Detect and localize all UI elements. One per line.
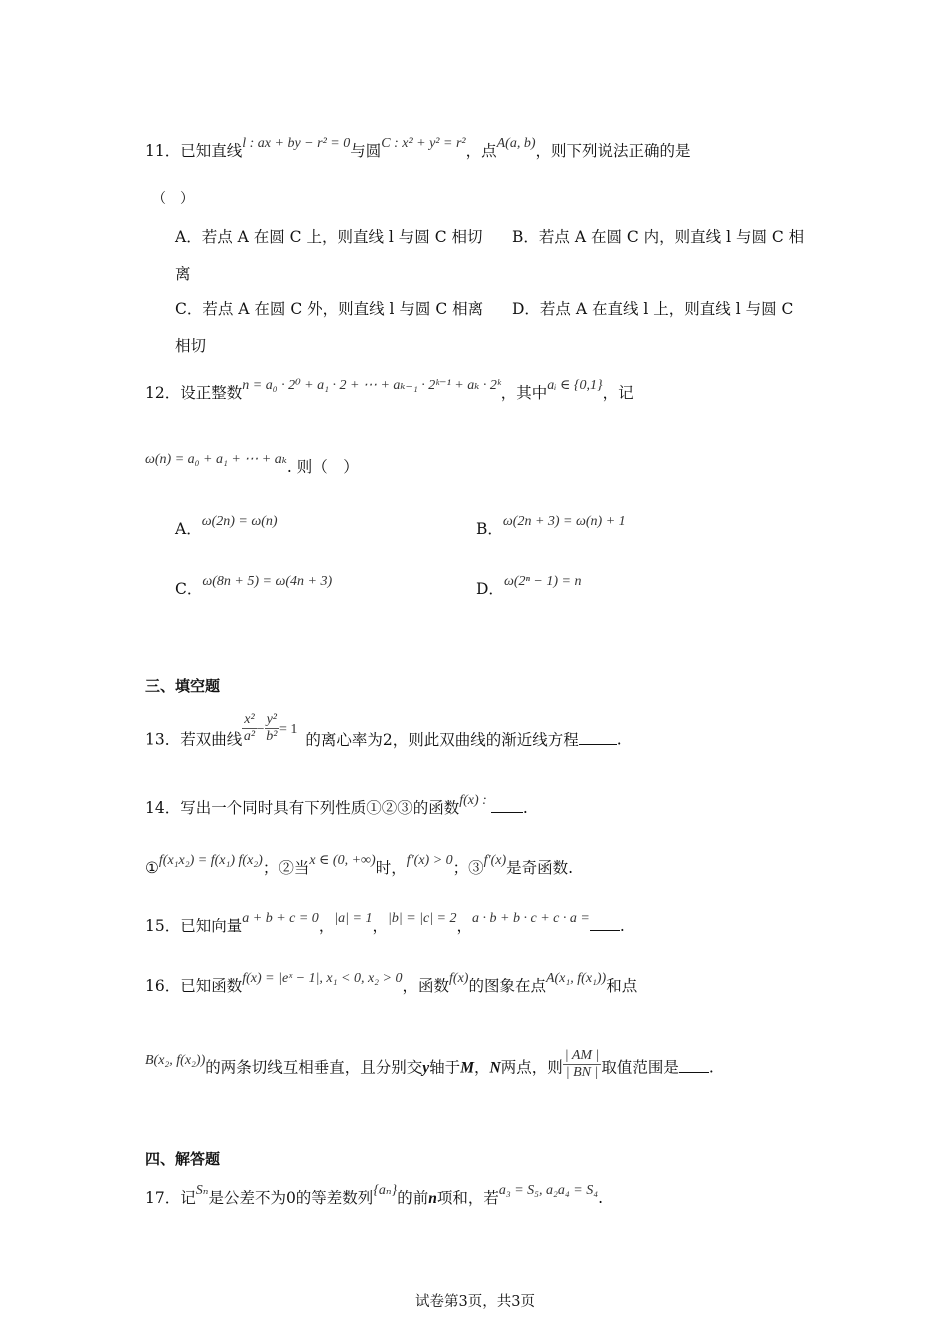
q16-text: 轴于 [429, 1058, 461, 1077]
q14-number: 14． [145, 799, 181, 817]
q15-text: 已知向量 [180, 917, 243, 935]
q12-text: ，其中 [500, 384, 548, 402]
page-footer: 试卷第3页，共3页 [415, 1294, 535, 1310]
q12-stem [145, 378, 634, 406]
question-16 [145, 971, 638, 999]
q11-option-a: A．若点 A 在圆 C 上，则直线 l 与圆 C 相切 [175, 228, 483, 246]
frac-denominator: | BN | [565, 1065, 599, 1080]
q11-option-d: D．若点 A 在直线 l 上，则直线 l 与圆 C [512, 300, 794, 318]
question-17 [145, 1183, 604, 1211]
q14-period: . [522, 799, 528, 817]
q11-option-c: C．若点 A 在圆 C 外，则直线 l 与圆 C 相离 [175, 300, 484, 318]
q14-circle-1: ① [145, 859, 159, 877]
q14-text: 时， [375, 859, 407, 877]
frac-numerator: y² [266, 712, 277, 727]
q13-number: 13． [145, 730, 181, 749]
q11-point: A(a, b) [496, 136, 536, 151]
q13-text: 若双曲线 [180, 730, 243, 749]
q16-function: f(x) [449, 971, 469, 986]
q14-answer-blank[interactable] [491, 798, 523, 813]
q14-text: 写出一个同时具有下列性质①②③的函数 [180, 799, 460, 817]
question-14 [145, 793, 528, 821]
q14-derivative: f′(x) [483, 853, 507, 868]
q15-period: . [619, 917, 625, 935]
q16-ratio-fraction [563, 1048, 602, 1081]
q11-option-b-cont: 离 [175, 265, 191, 283]
question-15 [145, 911, 625, 939]
q15-vector-sum: a + b + c = 0 [242, 911, 319, 926]
q17-condition: a₃ = S₅, a₂a₄ = S₄ [498, 1183, 599, 1198]
section-4-heading: 四、解答题 [145, 1150, 221, 1168]
q15-number: 15． [145, 917, 181, 935]
q13-answer-blank[interactable] [579, 730, 617, 745]
q16-text: 的图象在点 [468, 977, 546, 995]
q17-text: 的前 [397, 1189, 429, 1207]
q14-property-1: f(x₁x₂) = f(x₁) f(x₂) [158, 853, 263, 868]
q13-fraction-x [242, 712, 256, 745]
q12-binary-expansion: n = a₀ · 2⁰ + a₁ · 2 + ⋯ + aₖ₋₁ · 2ᵏ⁻¹ + aₖ · 2ᵏ [242, 378, 501, 393]
q17-partial-sum: Sₙ [195, 1183, 209, 1198]
question-13 [145, 712, 622, 757]
q14-text: ；②当 [262, 859, 310, 877]
q16-text: 已知函数 [180, 977, 243, 995]
q16-point-b: B(x₂, f(x₂)) [145, 1052, 206, 1068]
q12-digit-set: aᵢ ∈ {0,1} [547, 378, 603, 393]
q12-number: 12． [145, 384, 181, 402]
q11-answer-paren: （ ） [152, 191, 194, 207]
q12-option-d [476, 574, 582, 602]
q12-text: . 则（ ） [286, 458, 359, 476]
q15-sep: ， [318, 917, 335, 935]
q13-text: 的离心率为2，则此双曲线的渐近线方程 [305, 730, 579, 749]
q17-text: 项和，若 [436, 1189, 499, 1207]
q15-dot-products: a · b + b · c + c · a = [472, 911, 590, 926]
q12-option-c [175, 574, 333, 602]
q11-option-d-cont: 相切 [175, 337, 207, 355]
q11-circle-equation: C : x² + y² = r² [381, 136, 466, 151]
q12-stem-cont [145, 452, 359, 480]
q12-omega-def: ω(n) = a₀ + a₁ + ⋯ + aₖ [145, 452, 287, 467]
q12-option-d-label: D． [476, 580, 504, 598]
q12-option-b-label: B． [476, 520, 503, 538]
q13-minus: − [256, 721, 265, 737]
q16-number: 16． [145, 977, 181, 995]
q16-answer-blank[interactable] [679, 1058, 709, 1073]
q16-var-n: N [489, 1059, 501, 1077]
q16-sep: ， [473, 1058, 490, 1077]
q17-var-n: n [428, 1190, 437, 1207]
q16-text: 两点，则 [500, 1058, 563, 1077]
section-3-heading: 三、填空题 [145, 677, 221, 695]
q16-cont [145, 1048, 714, 1085]
q16-point-a: A(x₁, f(x₁)) [545, 971, 607, 986]
q14-properties [145, 853, 574, 881]
q12-option-c-label: C． [175, 580, 203, 598]
q14-function: f(x) : [459, 793, 487, 808]
q16-text: 的两条切线互相垂直，且分别交 [205, 1058, 423, 1077]
q15-sep: ， [456, 917, 473, 935]
q11-number: 11． [145, 142, 181, 160]
q16-var-y: y [422, 1059, 430, 1077]
q12-option-b-math: ω(2n + 3) = ω(n) + 1 [502, 514, 626, 529]
q15-sep: ， [372, 917, 388, 935]
q12-text: ，记 [602, 384, 634, 402]
q11-text: ，点 [465, 142, 497, 160]
q16-var-m: M [460, 1059, 474, 1077]
frac-numerator: x² [244, 712, 255, 727]
q12-option-a-label: A． [175, 520, 202, 538]
q11-text: 与圆 [350, 142, 382, 160]
q12-option-c-math: ω(8n + 5) = ω(4n + 3) [202, 574, 333, 589]
q13-period: . [616, 730, 622, 749]
q12-option-d-math: ω(2ⁿ − 1) = n [503, 574, 582, 589]
q12-option-b [476, 514, 626, 542]
q12-option-a [175, 514, 278, 542]
q14-property-2: f′(x) > 0 [406, 853, 453, 868]
q11-text: 已知直线 [180, 142, 243, 160]
q16-text: ，函数 [402, 977, 450, 995]
q12-option-a-math: ω(2n) = ω(n) [201, 514, 278, 529]
q16-text: 取值范围是 [601, 1058, 679, 1077]
q11-option-b: B．若点 A 在圆 C 内，则直线 l 与圆 C 相 [512, 228, 805, 246]
frac-numerator: | AM | [564, 1048, 600, 1063]
q13-fraction-y [265, 712, 279, 745]
q11-stem [145, 136, 691, 164]
q17-period: . [598, 1189, 604, 1207]
q12-text: 设正整数 [180, 384, 243, 402]
q16-text: 和点 [606, 977, 638, 995]
q13-equals: = 1 [279, 721, 298, 737]
frac-denominator: a² [243, 729, 256, 744]
q15-norm-bc: |b| = |c| = 2 [388, 911, 457, 926]
q11-line-equation: l : ax + by − r² = 0 [242, 136, 351, 151]
q17-text: 记 [180, 1189, 196, 1207]
q14-text: ；③ [452, 859, 484, 877]
q17-number: 17． [145, 1189, 181, 1207]
q16-period: . [708, 1058, 714, 1077]
q16-function-def: f(x) = |eˣ − 1|, x₁ < 0, x₂ > 0 [242, 971, 403, 986]
q14-interval: x ∈ (0, +∞) [309, 853, 376, 868]
q15-answer-blank[interactable] [590, 916, 620, 931]
q15-norm-a: |a| = 1 [334, 911, 373, 926]
q17-text: 是公差不为0的等差数列 [208, 1189, 374, 1207]
q17-sequence: {aₙ} [373, 1183, 398, 1198]
q11-text: ，则下列说法正确的是 [535, 142, 691, 160]
frac-denominator: b² [266, 729, 278, 744]
q14-text: 是奇函数. [506, 859, 574, 877]
